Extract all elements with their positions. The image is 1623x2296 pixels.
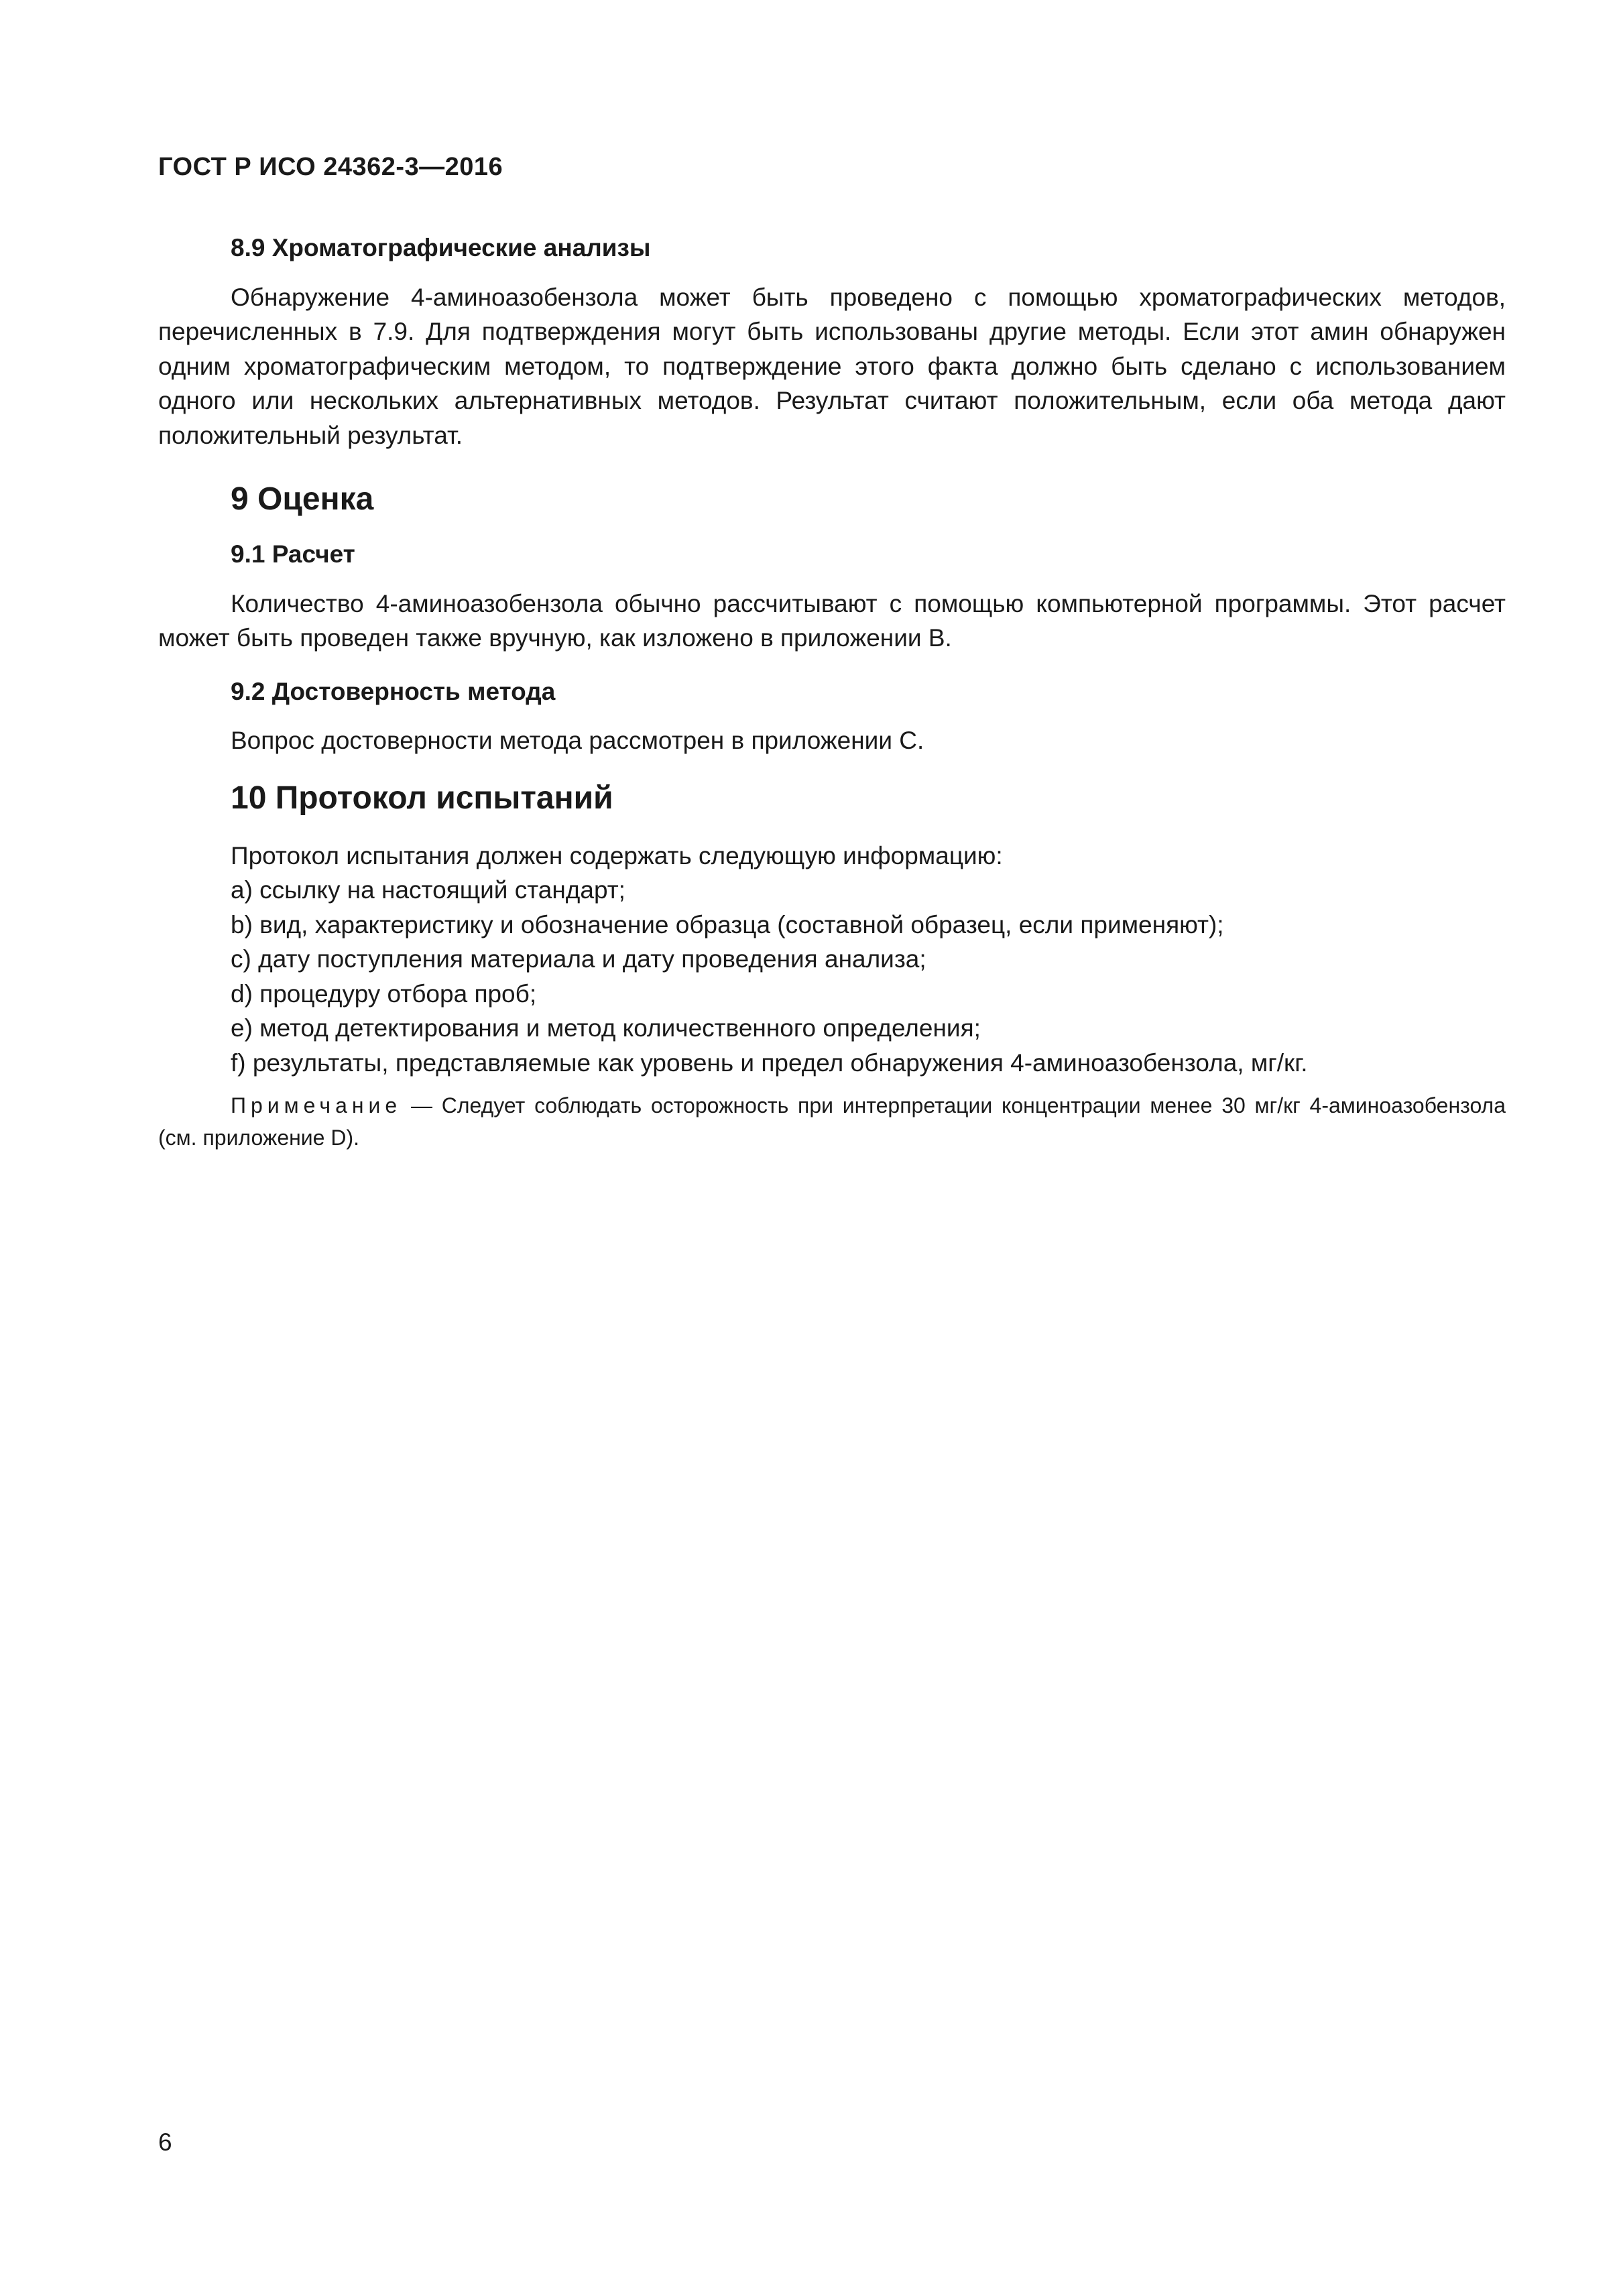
list-item: c) дату поступления материала и дату проведения анализа; <box>231 945 926 973</box>
section-10-title: 10 Протокол испытаний <box>231 780 613 816</box>
note <box>158 1089 1506 1154</box>
note-label: Примечание <box>231 1093 402 1117</box>
section-8-9-title: 8.9 Хроматографические анализы <box>231 234 651 261</box>
section-9-1-text: Количество 4-аминоазобензола обычно рассчитывают с помощью компьютерной программы. Этот расчет может быть проведен также вручную, как изложено в приложении В. <box>158 589 1506 652</box>
list-item: e) метод детектирования и метод количественного определения; <box>231 1014 981 1042</box>
document-body <box>158 231 1506 1154</box>
section-9-2-text: Вопрос достоверности метода рассмотрен в приложении С. <box>231 727 924 754</box>
page-number: 6 <box>158 2128 172 2156</box>
list-item: f) результаты, представляемые как уровень и предел обнаружения 4-аминоазобензола, мг/кг. <box>231 1048 1308 1077</box>
protocol-items-list <box>158 873 1506 1080</box>
section-9-title: 9 Оценка <box>231 481 374 517</box>
section-9-1-title: 9.1 Расчет <box>231 540 355 568</box>
list-item: b) вид, характеристику и обозначение образца (составной образец, если применяют); <box>231 910 1224 939</box>
section-10-intro: Протокол испытания должен содержать следующую информацию: <box>231 841 1003 869</box>
note-text: — Следует соблюдать осторожность при интерпретации концентрации менее 30 мг/кг 4-аминоазобензола (см. приложение D). <box>158 1093 1506 1150</box>
list-item: d) процедуру отбора проб; <box>231 979 537 1008</box>
section-8-9-text: Обнаружение 4-аминоазобензола может быть проведено с помощью хроматографических методов, перечисленных в 7.9. Для подтверждения могут быть использованы другие методы. Если этот амин обнаружен одним хроматографическим методом, то подтверждение этого факта должно быть сделано с использованием одного или нескольких альтернативных методов. Результат считают положительным, если оба метода дают положительный результат. <box>158 283 1506 449</box>
section-9-2-title: 9.2 Достоверность метода <box>231 677 556 705</box>
list-item: a) ссылку на настоящий стандарт; <box>231 876 625 904</box>
document-header: ГОСТ Р ИСО 24362-3—2016 <box>158 153 503 181</box>
